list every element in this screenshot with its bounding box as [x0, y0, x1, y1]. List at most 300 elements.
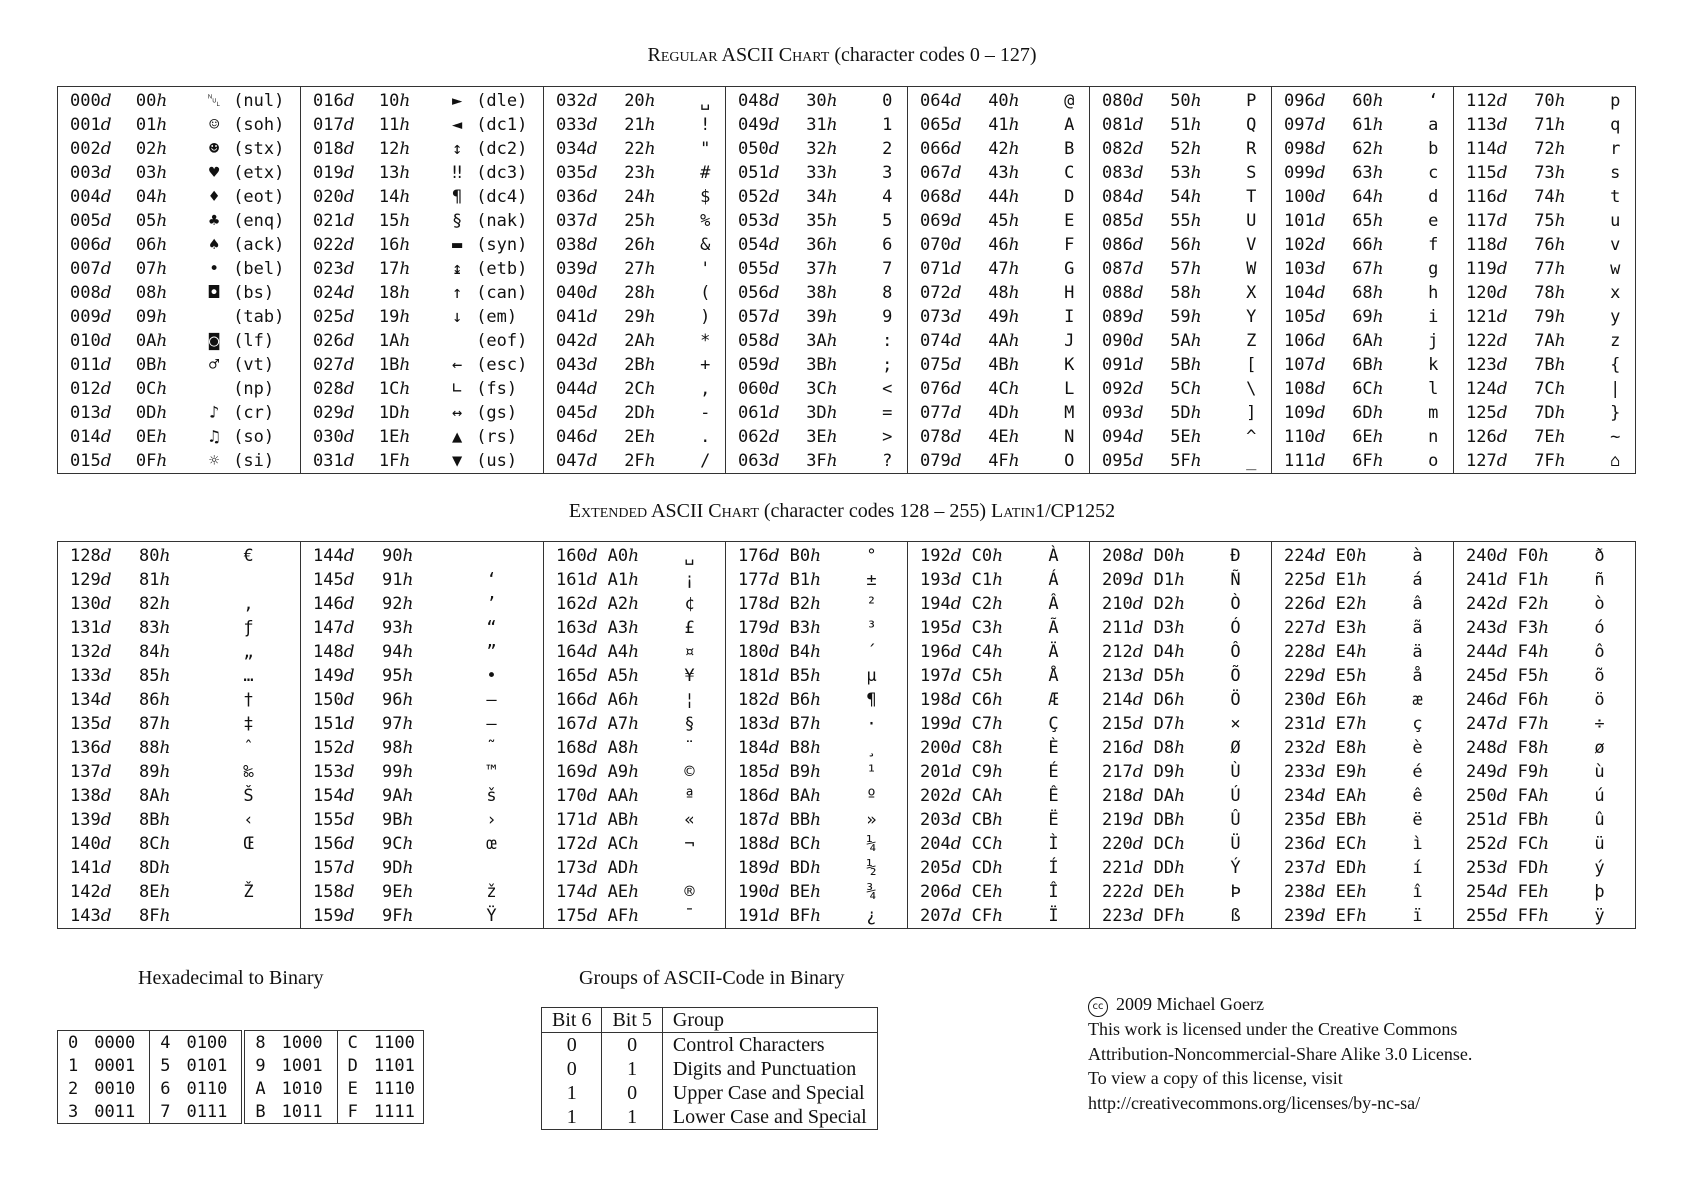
decimal-value: 148	[313, 642, 344, 662]
chart-row	[1272, 377, 1453, 401]
control-name: (esc)	[476, 355, 528, 375]
hex-value: 4A	[988, 331, 1009, 351]
hex-cell	[806, 449, 867, 473]
hex-cell	[624, 329, 685, 353]
chart-row	[908, 712, 1089, 736]
control-name: (etx)	[233, 163, 285, 183]
hex-suffix: h	[1190, 187, 1202, 207]
decimal-suffix: d	[586, 642, 598, 662]
chart-row	[1272, 688, 1453, 712]
hex-value: 75	[1534, 211, 1555, 231]
hex-suffix: h	[992, 834, 1004, 854]
decimal-cell	[1272, 688, 1336, 712]
decimal-value: 200	[920, 738, 951, 758]
decimal-value: 163	[556, 618, 587, 638]
chart-row	[1454, 377, 1635, 401]
hex-value: E0	[1335, 546, 1357, 566]
chart-row	[1454, 89, 1635, 113]
chart-row	[1090, 329, 1271, 353]
hex-value: 05	[135, 211, 157, 231]
hex-cell	[1352, 209, 1413, 233]
decimal-value: 110	[1284, 427, 1315, 447]
bit-value: 0	[602, 1033, 662, 1058]
decimal-suffix: d	[1132, 91, 1144, 111]
character-glyph: ˆ	[243, 738, 254, 758]
hex-value: 7A	[1534, 331, 1555, 351]
hex-value: 97	[382, 714, 403, 734]
chart-row	[908, 640, 1089, 664]
character-glyph: §	[451, 211, 463, 231]
license-line: This work is licensed under the Creative Commons	[1088, 1019, 1458, 1039]
hex-suffix: h	[826, 331, 838, 351]
decimal-suffix: d	[343, 714, 355, 734]
chart-row	[726, 760, 907, 784]
decimal-value: 085	[1102, 211, 1133, 231]
decimal-value: 227	[1284, 618, 1315, 638]
decimal-cell	[301, 305, 379, 329]
decimal-suffix: d	[950, 858, 962, 878]
decimal-suffix: d	[1496, 714, 1508, 734]
hex-value: 2C	[624, 379, 645, 399]
decimal-value: 212	[1102, 642, 1133, 662]
hex-value: 65	[1352, 211, 1373, 231]
decimal-value: 026	[313, 331, 344, 351]
decimal-cell	[908, 736, 972, 760]
hex-cell	[972, 904, 1018, 928]
character-glyph: Š	[243, 786, 254, 806]
hex-binary-table	[57, 1030, 424, 1124]
character-glyph: ö	[1594, 690, 1605, 710]
hex-suffix: h	[1372, 211, 1384, 231]
decimal-cell	[1090, 880, 1154, 904]
decimal-value: 240	[1466, 546, 1497, 566]
decimal-cell	[726, 616, 790, 640]
hex-cell	[139, 664, 201, 688]
hex-cell	[1336, 664, 1382, 688]
chart-row	[1090, 425, 1271, 449]
hex-suffix: h	[810, 690, 822, 710]
hex-suffix: h	[826, 427, 838, 447]
decimal-suffix: d	[1496, 163, 1508, 183]
hex-suffix: h	[644, 403, 656, 423]
decimal-value: 005	[70, 211, 101, 231]
character-glyph: 4	[882, 187, 893, 207]
decimal-suffix: d	[1132, 211, 1144, 231]
chart-row	[301, 425, 543, 449]
hex-value: 0B	[135, 355, 157, 375]
decimal-suffix: d	[1132, 163, 1144, 183]
decimal-value: 048	[738, 91, 769, 111]
chart-row	[908, 329, 1089, 353]
hex-suffix: h	[826, 139, 838, 159]
character-glyph: ;	[882, 355, 893, 375]
hex-suffix: h	[1008, 355, 1020, 375]
chart-row	[301, 233, 543, 257]
hex-cell	[624, 185, 685, 209]
hex-suffix: h	[1372, 403, 1384, 423]
decimal-suffix: d	[343, 187, 355, 207]
hex-cell	[382, 664, 444, 688]
hex-suffix: h	[644, 187, 656, 207]
character-glyph: F	[1064, 235, 1075, 255]
decimal-value: 037	[556, 211, 587, 231]
extended-title-main: Extended ASCII Chart	[568, 500, 759, 522]
decimal-value: 201	[920, 762, 951, 782]
character-glyph: O	[1064, 451, 1075, 471]
hex-cell	[790, 808, 836, 832]
hex-value: 2F	[624, 451, 645, 471]
hex-value: 87	[139, 714, 160, 734]
decimal-suffix: d	[343, 546, 355, 566]
hex-cell	[790, 544, 836, 568]
decimal-suffix: d	[1496, 666, 1508, 686]
chart-row	[908, 137, 1089, 161]
decimal-cell	[58, 544, 139, 568]
decimal-cell	[726, 257, 806, 281]
character-glyph: Î	[1048, 882, 1059, 902]
decimal-cell	[726, 281, 806, 305]
character-glyph: »	[866, 810, 877, 830]
chart-column	[58, 87, 301, 473]
decimal-suffix: d	[1496, 115, 1508, 135]
decimal-suffix: d	[768, 283, 780, 303]
hex-cell	[1154, 616, 1200, 640]
hex-cell	[1336, 712, 1382, 736]
chart-row	[1272, 89, 1453, 113]
control-name: (us)	[476, 451, 518, 471]
hex-value: 49	[988, 307, 1009, 327]
hex-value: A5	[607, 666, 629, 686]
hex-value: C7	[971, 714, 993, 734]
hex-value: 9A	[382, 786, 403, 806]
decimal-cell	[726, 113, 806, 137]
hex-value: E5	[1335, 666, 1357, 686]
hex-value: 73	[1534, 163, 1555, 183]
decimal-suffix: d	[343, 403, 355, 423]
decimal-value: 104	[1284, 283, 1315, 303]
decimal-suffix: d	[768, 355, 780, 375]
decimal-value: 102	[1284, 235, 1315, 255]
decimal-suffix: d	[586, 91, 598, 111]
character-glyph: #	[700, 163, 711, 183]
hex-cell	[1534, 329, 1595, 353]
hex-suffix: h	[644, 211, 656, 231]
hex-suffix: h	[1174, 690, 1186, 710]
hex-value: F2	[1517, 594, 1539, 614]
decimal-value: 195	[920, 618, 951, 638]
decimal-cell	[544, 664, 608, 688]
decimal-value: 134	[70, 690, 101, 710]
hex-suffix: h	[402, 858, 414, 878]
decimal-cell	[544, 137, 624, 161]
hex-cell	[806, 305, 867, 329]
decimal-suffix: d	[1132, 115, 1144, 135]
decimal-suffix: d	[1314, 738, 1326, 758]
decimal-value: 158	[313, 882, 344, 902]
hex-cell	[608, 736, 654, 760]
hex-value: 94	[382, 642, 403, 662]
hex-cell	[382, 808, 444, 832]
hex-cell	[972, 760, 1018, 784]
hex-cell	[1352, 137, 1413, 161]
chart-row	[1090, 401, 1271, 425]
hex-cell	[136, 401, 195, 425]
chart-row	[1454, 257, 1635, 281]
hex-value: DB	[1153, 810, 1175, 830]
decimal-suffix: d	[1132, 594, 1144, 614]
decimal-cell	[58, 904, 139, 928]
hex-value: BA	[789, 786, 811, 806]
chart-row	[544, 257, 725, 281]
decimal-cell	[301, 161, 379, 185]
decimal-suffix: d	[1132, 355, 1144, 375]
hex-suffix: h	[810, 810, 822, 830]
chart-row	[726, 425, 907, 449]
decimal-value: 252	[1466, 834, 1497, 854]
character-glyph: _	[1246, 451, 1257, 471]
hex-cell	[1154, 544, 1200, 568]
hex-suffix: h	[1356, 882, 1368, 902]
hex-cell	[988, 185, 1049, 209]
hex-value: 3B	[806, 355, 827, 375]
decimal-cell	[1454, 880, 1518, 904]
hex-digit: 4	[160, 1032, 171, 1053]
hex-value: 11	[378, 115, 400, 135]
hex-value: 8E	[139, 882, 160, 902]
decimal-suffix: d	[768, 594, 780, 614]
hex-suffix: h	[810, 594, 822, 614]
decimal-value: 022	[313, 235, 344, 255]
hex-cell	[1170, 257, 1231, 281]
character-glyph: ü	[1594, 834, 1605, 854]
character-glyph: w	[1610, 259, 1621, 279]
chart-row	[544, 616, 725, 640]
hex-suffix: h	[1554, 91, 1566, 111]
decimal-value: 042	[556, 331, 587, 351]
decimal-cell	[908, 305, 988, 329]
decimal-suffix: d	[768, 259, 780, 279]
decimal-cell	[726, 808, 790, 832]
binary-value: 1100	[373, 1032, 415, 1053]
character-glyph: Ì	[1048, 834, 1059, 854]
decimal-suffix: d	[1132, 307, 1144, 327]
hex-cell	[382, 712, 444, 736]
hex-suffix: h	[992, 546, 1004, 566]
decimal-cell	[1090, 712, 1154, 736]
hex-cell	[139, 784, 201, 808]
character-glyph: ™	[486, 762, 497, 782]
decimal-suffix: d	[950, 762, 962, 782]
decimal-cell	[1454, 856, 1518, 880]
decimal-value: 219	[1102, 810, 1133, 830]
control-name: (eof)	[476, 331, 528, 351]
chart-row	[301, 616, 543, 640]
hex-suffix: h	[826, 283, 838, 303]
hex-suffix: h	[1372, 235, 1384, 255]
hex-cell	[608, 760, 654, 784]
character-glyph: Ê	[1048, 786, 1059, 806]
decimal-value: 050	[738, 139, 769, 159]
hex-value: A2	[607, 594, 629, 614]
hex-value: 3D	[806, 403, 827, 423]
decimal-suffix: d	[1496, 858, 1508, 878]
hex-cell	[1336, 784, 1382, 808]
character-glyph: í	[1412, 858, 1423, 878]
hex-cell	[1518, 880, 1564, 904]
character-glyph: ♥	[208, 163, 220, 183]
decimal-value: 068	[920, 187, 951, 207]
decimal-cell	[1090, 688, 1154, 712]
decimal-value: 247	[1466, 714, 1497, 734]
hex-suffix: h	[1190, 211, 1202, 231]
hex-suffix: h	[810, 858, 822, 878]
decimal-suffix: d	[1314, 163, 1326, 183]
decimal-value: 014	[70, 427, 101, 447]
chart-row	[726, 904, 907, 928]
decimal-cell	[544, 880, 608, 904]
hex-suffix: h	[1554, 427, 1566, 447]
chart-row	[1454, 329, 1635, 353]
decimal-value: 217	[1102, 762, 1133, 782]
decimal-cell	[301, 784, 382, 808]
hex-value: 93	[382, 618, 403, 638]
hex-value: 78	[1534, 283, 1555, 303]
hex-value: 8D	[139, 858, 160, 878]
bit-value: 1	[542, 1105, 602, 1130]
decimal-cell	[726, 425, 806, 449]
hex-suffix: h	[1538, 690, 1550, 710]
hex-cell	[1170, 161, 1231, 185]
decimal-cell	[726, 856, 790, 880]
character-glyph: ¹	[866, 762, 877, 782]
decimal-value: 052	[738, 187, 769, 207]
hex-cell	[1352, 449, 1413, 473]
decimal-suffix: d	[343, 882, 355, 902]
chart-column	[908, 87, 1090, 473]
character-glyph: T	[1246, 187, 1257, 207]
chart-row	[58, 113, 300, 137]
hex-cell	[139, 688, 201, 712]
hex-cell	[1518, 688, 1564, 712]
decimal-cell	[1454, 329, 1534, 353]
decimal-cell	[1090, 760, 1154, 784]
chart-row	[726, 736, 907, 760]
decimal-cell	[1272, 449, 1352, 473]
hex-suffix: h	[1538, 618, 1550, 638]
hex-value: BC	[789, 834, 811, 854]
hex-suffix: h	[1538, 834, 1550, 854]
character-glyph: §	[684, 714, 695, 734]
hex-value: 16	[378, 235, 400, 255]
hex-value: 9D	[382, 858, 403, 878]
character-glyph: ¿	[866, 906, 877, 926]
decimal-cell	[544, 305, 624, 329]
hex-cell	[382, 856, 444, 880]
hex-cell	[1534, 161, 1595, 185]
hex-cell	[1170, 401, 1231, 425]
character-glyph: ¼	[866, 834, 877, 854]
hex-suffix: h	[1372, 379, 1384, 399]
decimal-suffix: d	[343, 618, 355, 638]
character-glyph: v	[1610, 235, 1621, 255]
decimal-value: 209	[1102, 570, 1133, 590]
character-glyph: è	[1412, 738, 1423, 758]
hex-suffix: h	[399, 379, 411, 399]
control-name: (lf)	[233, 331, 275, 351]
hex-cell	[1518, 592, 1564, 616]
hex-cell	[379, 449, 438, 473]
hex-cell	[972, 688, 1018, 712]
hex-cell	[806, 161, 867, 185]
chart-row	[1090, 113, 1271, 137]
decimal-cell	[1454, 89, 1534, 113]
character-glyph: „	[243, 642, 254, 662]
character-glyph: †	[243, 690, 254, 710]
hex-cell	[1534, 425, 1595, 449]
chart-row	[726, 185, 907, 209]
decimal-value: 072	[920, 283, 951, 303]
decimal-cell	[908, 856, 972, 880]
character-glyph: ²	[866, 594, 877, 614]
hex-suffix: h	[826, 115, 838, 135]
hex-suffix: h	[156, 283, 168, 303]
character-glyph: j	[1428, 331, 1439, 351]
decimal-cell	[1090, 664, 1154, 688]
decimal-value: 008	[70, 283, 101, 303]
chart-row	[1454, 113, 1635, 137]
binary-value: 0000	[86, 1031, 149, 1055]
chart-row	[301, 353, 543, 377]
hex-suffix: h	[156, 403, 168, 423]
decimal-value: 194	[920, 594, 951, 614]
decimal-suffix: d	[343, 738, 355, 758]
chart-row	[544, 329, 725, 353]
decimal-cell	[544, 353, 624, 377]
decimal-value: 133	[70, 666, 101, 686]
hex-value: E9	[1335, 762, 1357, 782]
hex-cell	[806, 137, 867, 161]
hex-value: B0	[789, 546, 811, 566]
decimal-suffix: d	[586, 738, 598, 758]
chart-row	[1272, 592, 1453, 616]
decimal-suffix: d	[768, 379, 780, 399]
chart-row	[301, 688, 543, 712]
hex-value: 6B	[1352, 355, 1373, 375]
hex-cell	[972, 592, 1018, 616]
decimal-suffix: d	[1132, 786, 1144, 806]
decimal-suffix: d	[1132, 690, 1144, 710]
decimal-cell	[301, 856, 382, 880]
chart-row	[908, 760, 1089, 784]
hex-cell	[382, 760, 444, 784]
hex-suffix: h	[1372, 451, 1384, 471]
character-glyph: œ	[486, 834, 497, 854]
character-glyph: ?	[882, 451, 893, 471]
decimal-cell	[1454, 257, 1534, 281]
decimal-value: 059	[738, 355, 769, 375]
decimal-value: 080	[1102, 91, 1133, 111]
hex-suffix: h	[1372, 91, 1384, 111]
hex-suffix: h	[1538, 858, 1550, 878]
decimal-cell	[726, 544, 790, 568]
hex-cell	[379, 113, 438, 137]
character-glyph: Ç	[1048, 714, 1059, 734]
chart-row	[908, 616, 1089, 640]
hex-cell	[139, 760, 201, 784]
character-glyph: Ò	[1230, 594, 1241, 614]
character-glyph: ÷	[1594, 714, 1605, 734]
hex-cell	[806, 425, 867, 449]
